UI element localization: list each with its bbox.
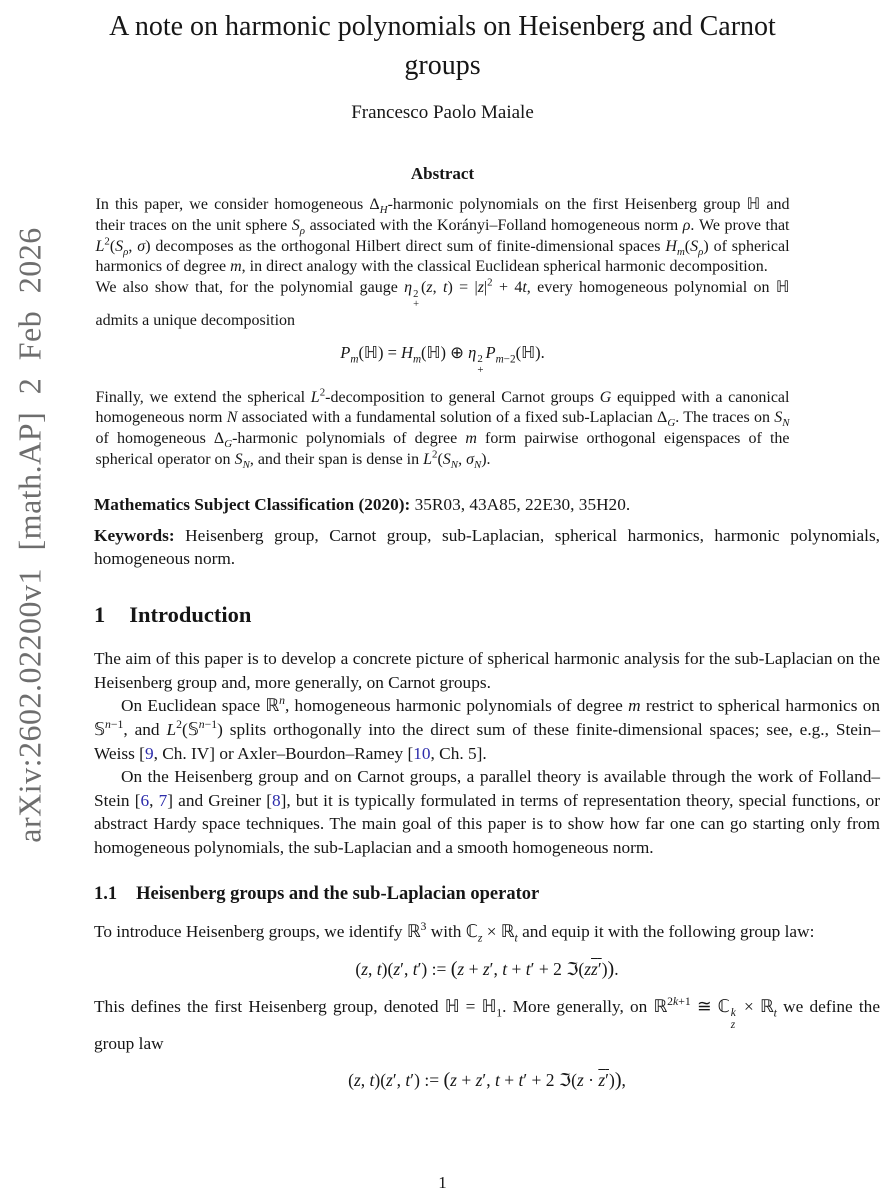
subsection-paragraph-1: To introduce Heisenberg groups, we identify ℝ$^3$ with ℂ$_z$ × ℝ$_t$ and equip it with the following group law: <box>94 920 815 945</box>
display-equation-group-law-2: (z, t)(z′, t′) := (z + z′, t + t′ + 2 ℑ(z · z′)), <box>348 1069 626 1092</box>
main-column <box>94 493 880 1092</box>
section-title: Introduction <box>129 602 252 628</box>
display-equation-decomposition: $P_m(ℍ)$ = $H_m(ℍ)$ ⊕ η 2 + $P_{m-2}(ℍ)$. <box>340 342 545 377</box>
paper-author: Francesco Paolo Maiale <box>351 102 534 124</box>
display-equation-group-law-1: (z, t)(z′, t′) := (z + z′, t + t′ + 2 ℑ(zz′)). <box>355 957 619 980</box>
intro-paragraph-3: On the Heisenberg group and on Carnot groups, a parallel theory is available through the work of Folland–Stein [6, 7] and Greiner [8], but it is typically formulated in terms of representation theory, special functions, or abstract Hardy space techniques. The main goal of this paper is to show how far one can go starting only from homogeneous polynomials, the sub-Laplacian and a smooth homogeneous norm. <box>94 767 880 857</box>
citation-8[interactable]: 8 <box>272 790 281 810</box>
subsection-paragraph-2: This defines the first Heisenberg group, denoted ℍ = ℍ$_1$. More generally, on ℝ$^{2k+1}$ ≅ ℂ k z × ℝ$_t$ we define the group law <box>94 994 880 1053</box>
section-heading-introduction <box>94 602 880 628</box>
msc-codes: 35R03, 43A85, 22E30, 35H20. <box>414 495 631 515</box>
abstract-paragraph-1: In this paper, we consider homogeneous $\Delta_H$-harmonic polynomials on the first Heisenberg group ℍ and their traces on the unit sphere $S_\rho$ associated with the Korányi–Folland homogeneous norm ρ. We prove that $L^2(S_\rho$, σ) decomposes as the orthogonal Hilbert direct sum of finite-dimensional spaces $H_m(S_\rho)$ of spherical harmonics of degree m, in direct analogy with the classical Euclidean spherical harmonic decomposition. <box>95 196 790 276</box>
subsection-number: 1.1 <box>94 884 118 905</box>
citation-10[interactable]: 10 <box>413 743 431 763</box>
abstract-heading: Abstract <box>410 164 475 184</box>
paper-title: A note on harmonic polynomials on Heisenberg and Carnot groups <box>109 11 776 81</box>
abstract-paragraph-2: We also show that, for the polynomial gauge η 2 + (z, $t) = |z|^2 + 4t$, every homogeneous polynomial on ℍ admits a unique decomposition <box>95 276 790 330</box>
section-number: 1 <box>94 602 106 628</box>
keywords-list: Heisenberg group, Carnot group, sub-Laplacian, spherical harmonics, harmonic polynomials, homogeneous norm. <box>94 525 880 569</box>
page-number: 1 <box>438 1173 447 1192</box>
keywords-line <box>94 524 880 571</box>
abstract-section <box>96 164 790 470</box>
intro-paragraph-1: The aim of this paper is to develop a concrete picture of spherical harmonic analysis for the sub-Laplacian on the Heisenberg group and, more generally, on Carnot groups. <box>94 649 880 692</box>
msc-label: Mathematics Subject Classification (2020): <box>94 495 411 515</box>
intro-paragraph-2: On Euclidean space ℝ$^n$, homogeneous harmonic polynomials of degree m restrict to spherical harmonics on 𝕊$^{n-1}$, and $L^2(𝕊^{n-1})$ splits orthogonally into the direct sum of these finite-dimensional spaces; see, e.g., Stein–Weiss [9, Ch. IV] or Axler–Bourdon–Ramey [10, Ch. 5]. <box>94 694 880 763</box>
citation-9[interactable]: 9 <box>144 743 154 763</box>
subsection-heading-heisenberg <box>94 884 880 905</box>
keywords-label: Keywords: <box>94 525 175 545</box>
abstract-paragraph-3: Finally, we extend the spherical $L^2$-decomposition to general Carnot groups G equipped with a canonical homogeneous norm N associated with a fundamental solution of a fixed sub-Laplacian $\Delta_G$. The traces on $S_N$ of homogeneous $\Delta_G$-harmonic polynomials of degree m form pairwise orthogonal eigenspaces of the spherical operator on $S_N$, and their span is dense in $L^2(S_N$, $\sigma_N$). <box>95 386 790 471</box>
arxiv-watermark: arXiv:2602.02200v1 [math.AP] 2 Feb 2026 <box>11 227 48 843</box>
subsection-title: Heisenberg groups and the sub-Laplacian operator <box>136 884 540 905</box>
citation-7[interactable]: 7 <box>158 790 168 810</box>
msc-line <box>94 493 880 516</box>
citation-6[interactable]: 6 <box>140 790 150 810</box>
